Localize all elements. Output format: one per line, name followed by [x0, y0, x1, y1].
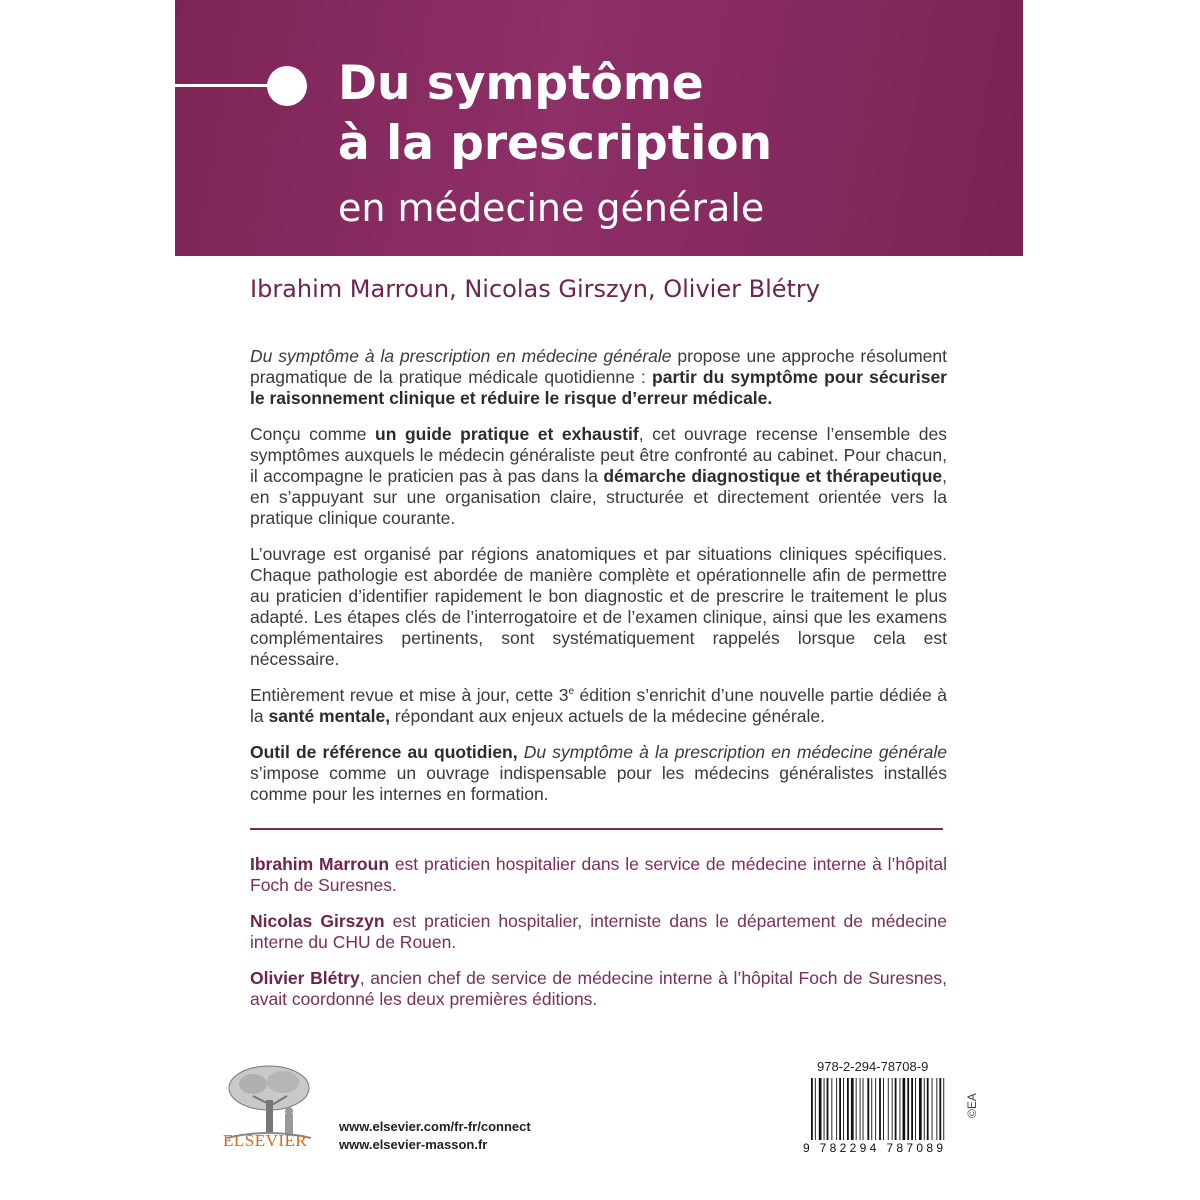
description-paragraph-5: Outil de référence au quotidien, Du symptôme à la prescription en médecine générale s’impose comme un ouvrage indispensable pour les médecins généralistes installés comme pour les internes en formation. — [250, 742, 948, 804]
author-bio: Nicolas Girszyn est praticien hospitalier, interniste dans le département de médecine interne du CHU de Rouen. — [250, 911, 947, 952]
barcode-bar — [939, 1078, 941, 1140]
barcode-bar — [892, 1078, 893, 1140]
book-back-cover — [175, 0, 1023, 1200]
author-bio: Ibrahim Marroun est praticien hospitalier dans le service de médecine interne à l’hôpital Foch de Suresnes. — [250, 854, 947, 895]
description-paragraph-1: Du symptôme à la prescription en médecine générale propose une approche résolument pragmatique de la pratique médicale quotidienne : partir du symptôme pour sécuriser le raisonnement clinique et réduire le risque d’erreur médicale. — [250, 346, 947, 408]
title-banner — [175, 0, 1023, 256]
barcode-bar — [811, 1078, 813, 1140]
book-subtitle: en médecine générale — [338, 186, 765, 230]
barcode-bar — [843, 1078, 844, 1140]
description-paragraph-4: Entièrement revue et mise à jour, cette 3e édition s’enrichit d’une nouvelle partie dédiée à la santé mentale, répondant aux enjeux actuels de la médecine générale. — [250, 685, 947, 726]
barcode-bar — [895, 1078, 897, 1140]
publisher-url-1[interactable]: www.elsevier.com/fr-fr/connect — [339, 1119, 531, 1134]
book-description — [250, 346, 947, 820]
barcode-bar — [919, 1078, 922, 1140]
book-title-line-2: à la prescription — [338, 116, 773, 171]
section-divider — [250, 828, 943, 830]
barcode-bar — [888, 1078, 889, 1140]
banner-line-decoration — [175, 84, 275, 87]
barcode-bar — [900, 1078, 901, 1140]
publisher-name: ELSEVIER — [223, 1131, 308, 1150]
barcode-bar — [867, 1078, 869, 1140]
isbn-number: 978-2-294-78708-9 — [817, 1059, 929, 1074]
barcode-bar — [924, 1078, 925, 1140]
barcode-bar — [915, 1078, 916, 1140]
barcode-bar — [824, 1078, 825, 1140]
barcode-bar — [907, 1078, 909, 1140]
barcode-bar — [875, 1078, 876, 1140]
book-title-line-1: Du symptôme — [338, 56, 704, 111]
isbn-barcode — [803, 1078, 948, 1154]
description-paragraph-3: L’ouvrage est organisé par régions anatomiques et par situations cliniques spécifiques. Chaque pathologie est abordée de manière complète et opérationnelle afin de permettre au praticien d’identifier rapidement le bon diagnostic et de prescrire le traitement le plus adapté. Les étapes clés de l’interrogatoire et de l’examen clinique, ainsi que les examens complémentaires pertinents, sont systématiquement rappelés lorsque cela est nécessaire. — [250, 544, 947, 669]
barcode-bar — [879, 1078, 881, 1140]
barcode-bar — [936, 1078, 937, 1140]
banner-dot-decoration — [267, 66, 307, 106]
barcode-bar — [847, 1078, 849, 1140]
barcode-bar — [819, 1078, 822, 1140]
description-paragraph-2: Conçu comme un guide pratique et exhaustif, cet ouvrage recense l’ensemble des symptômes auxquels le médecin généraliste peut être confronté au cabinet. Pour chacun, il accompagne le praticien pas à pas dans la démarche diagnostique et thérapeutique, en s’appuyant sur une organisation claire, structurée et directement orientée vers la pratique clinique courante. — [250, 424, 948, 528]
publisher-url-2[interactable]: www.elsevier-masson.fr — [339, 1137, 488, 1152]
barcode-bar — [911, 1078, 913, 1140]
barcode-bar — [856, 1078, 857, 1140]
publisher-urls — [339, 1118, 531, 1154]
author-bios — [250, 854, 947, 1025]
barcode-bar — [860, 1078, 861, 1140]
barcode-bar — [863, 1078, 864, 1140]
barcode-bar — [839, 1078, 841, 1140]
copyright-mark: ©EA — [965, 1093, 979, 1118]
barcode-bar — [903, 1078, 906, 1140]
barcode-bar — [836, 1078, 837, 1140]
barcode-bar — [943, 1078, 944, 1140]
author-bio: Olivier Blétry, ancien chef de service de médecine interne à l’hôpital Foch de Suresnes, avait coordonné les deux premières éditions. — [250, 968, 947, 1009]
barcode-bar — [831, 1078, 832, 1140]
barcode-bar — [851, 1078, 854, 1140]
barcode-bar — [927, 1078, 929, 1140]
barcode-bar — [827, 1078, 829, 1140]
barcode-bar — [815, 1078, 816, 1140]
barcode-bar — [871, 1078, 872, 1140]
barcode-bar — [932, 1078, 933, 1140]
authors-line: Ibrahim Marroun, Nicolas Girszyn, Olivier Blétry — [250, 275, 820, 303]
barcode-digits: 9 782294 787089 — [803, 1141, 943, 1154]
barcode-bar — [883, 1078, 884, 1140]
